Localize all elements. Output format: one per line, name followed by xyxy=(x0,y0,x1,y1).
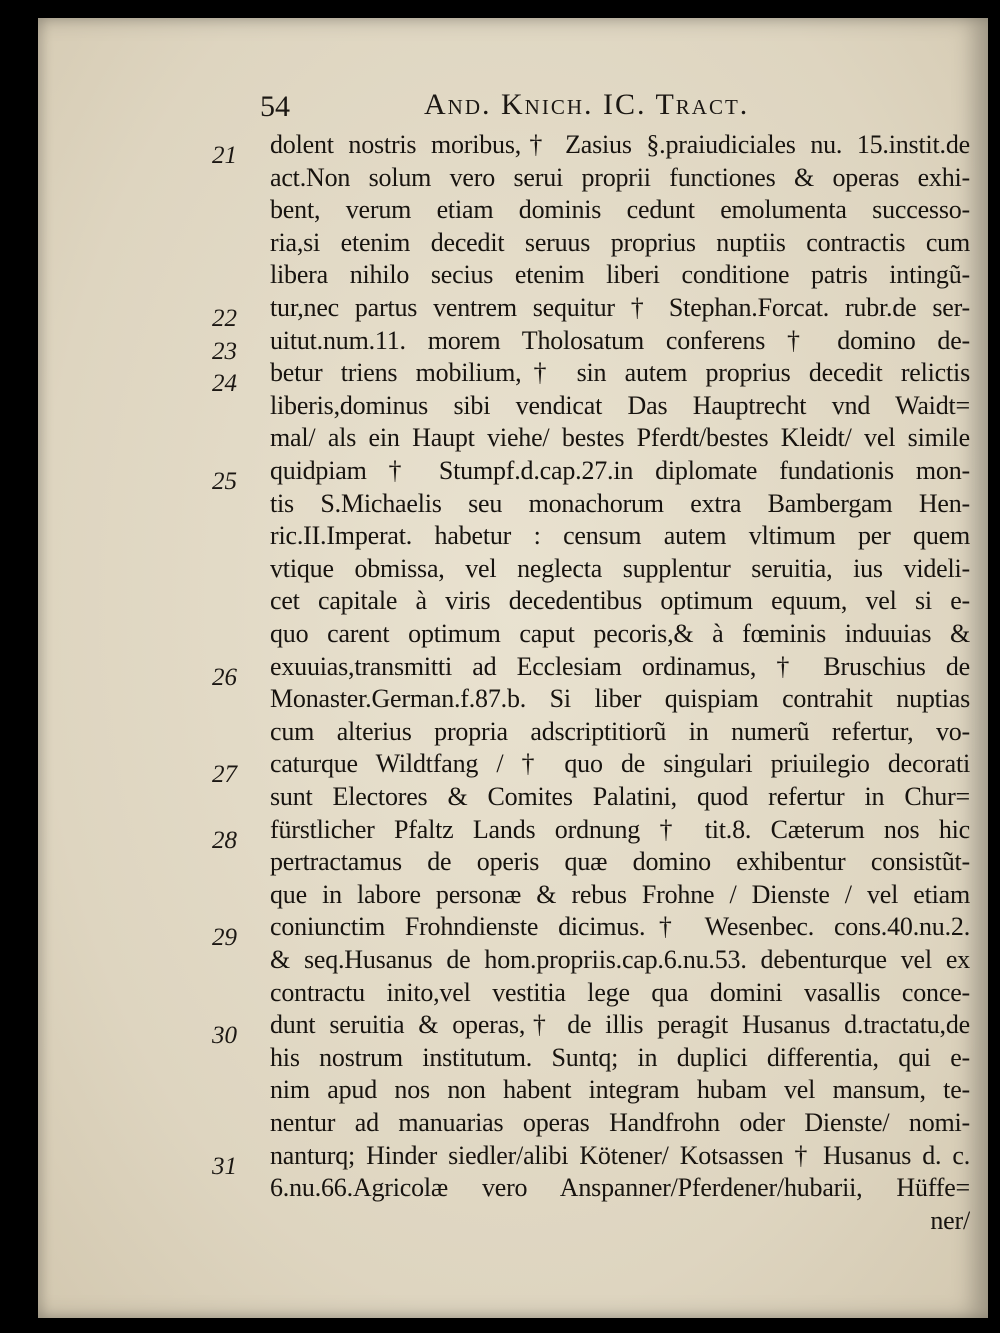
text-line: nanturq; Hinder siedler/alibi Kötener/ Kotsassen † Husanus d. c. xyxy=(270,1140,970,1170)
margin-number: 28 xyxy=(212,826,237,854)
text-line: dunt seruitia & operas,† de illis peragit Husanus d.tractatu,de xyxy=(270,1010,970,1040)
text-line: ria,si etenim decedit seruus proprius nuptiis contractis cum xyxy=(270,227,970,257)
text-line: Monaster.German.f.87.b. Si liber quispiam contrahit nuptias xyxy=(270,684,970,714)
text-line: betur triens mobilium,† sin autem proprius decedit relictis xyxy=(270,358,970,388)
text-line: fürstlicher Pfaltz Lands ordnung † tit.8. Cæterum nos hic xyxy=(270,814,970,844)
margin-number: 24 xyxy=(212,370,237,398)
text-line: vtique obmissa, vel neglecta supplentur seruitia, ius videli- xyxy=(270,553,970,583)
text-line: 6.nu.66.Agricolæ vero Anspanner/Pferdener/hubarii, Hüffe= xyxy=(270,1173,970,1203)
text-line: ric.II.Imperat. habetur : censum autem vltimum per quem xyxy=(270,521,970,551)
text-line: quo carent optimum caput pecoris,& à fœminis induuias & xyxy=(270,619,970,648)
margin-number: 26 xyxy=(212,663,237,691)
text-line: quidpiam † Stumpf.d.cap.27.in diplomate fundationis mon- xyxy=(270,456,970,485)
text-line: liberis,dominus sibi vendicat Das Hauptrecht vnd Waidt= xyxy=(270,390,970,420)
text-line: sunt Electores & Comites Palatini, quod refertur in Chur= xyxy=(270,782,970,811)
text-line: & seq.Husanus de hom.propriis.cap.6.nu.53. debenturque vel ex xyxy=(270,945,970,974)
text-line: nentur ad manuarias operas Handfrohn oder Dienste/ nomi- xyxy=(270,1108,970,1137)
text-line: uitut.num.11. morem Tholosatum conferens † domino de- xyxy=(270,325,970,355)
text-line: exuuias,transmitti ad Ecclesiam ordinamus, † Bruschius de xyxy=(270,651,970,681)
text-line: mal/ als ein Haupt viehe/ bestes Pferdt/bestes Kleidt/ vel simile xyxy=(270,423,970,453)
text-line: nim apud nos non habent integram hubam vel mansum, te- xyxy=(270,1075,970,1105)
margin-number: 22 xyxy=(212,305,237,332)
margin-number: 30 xyxy=(212,1022,237,1050)
text-line: caturque Wildtfang / † quo de singulari priuilegio decorati xyxy=(270,749,970,779)
running-header xyxy=(260,84,960,124)
running-title: And. Knich. IC. Tract. xyxy=(424,88,750,121)
text-line: tis S.Michaelis seu monachorum extra Bambergam Hen- xyxy=(270,488,970,518)
text-line: libera nihilo secius etenim liberi conditione patris intingũ- xyxy=(270,260,970,290)
text-line: bent, verum etiam dominis cedunt emolumenta successo- xyxy=(270,195,970,225)
margin-number: 25 xyxy=(212,468,237,495)
text-line: ner/ xyxy=(930,1205,970,1235)
text-line: dolent nostris moribus,† Zasius §.praiudiciales nu. 15.instit.de xyxy=(270,130,970,159)
margin-number: 31 xyxy=(212,1152,237,1180)
text-line: cet capitale à viris decedentibus optimum equum, vel si e- xyxy=(270,586,970,616)
text-line: his nostrum institutum. Suntq; in duplici differentia, qui e- xyxy=(270,1042,970,1072)
text-line: coniunctim Frohndienste dicimus.† Wesenbec. cons.40.nu.2. xyxy=(270,912,970,942)
text-line: act.Non solum vero serui proprii functiones & operas exhi- xyxy=(270,162,970,192)
text-line: pertractamus de operis quæ domino exhibentur consistũt- xyxy=(270,847,970,877)
text-line: que in labore personæ & rebus Frohne / Dienste / vel etiam xyxy=(270,879,970,909)
text-line: tur,nec partus ventrem sequitur † Stephan.Forcat. rubr.de ser- xyxy=(270,293,970,322)
text-line: cum alterius propria adscriptitiorũ in numerũ refertur, vo- xyxy=(270,716,970,746)
margin-number: 27 xyxy=(212,761,237,789)
margin-number: 23 xyxy=(212,337,237,365)
text-line: contractu inito,vel vestitia lege qua domini vasallis conce- xyxy=(270,977,970,1007)
margin-number: 29 xyxy=(212,924,237,952)
page-number: 54 xyxy=(260,90,290,123)
margin-number: 21 xyxy=(212,142,237,169)
